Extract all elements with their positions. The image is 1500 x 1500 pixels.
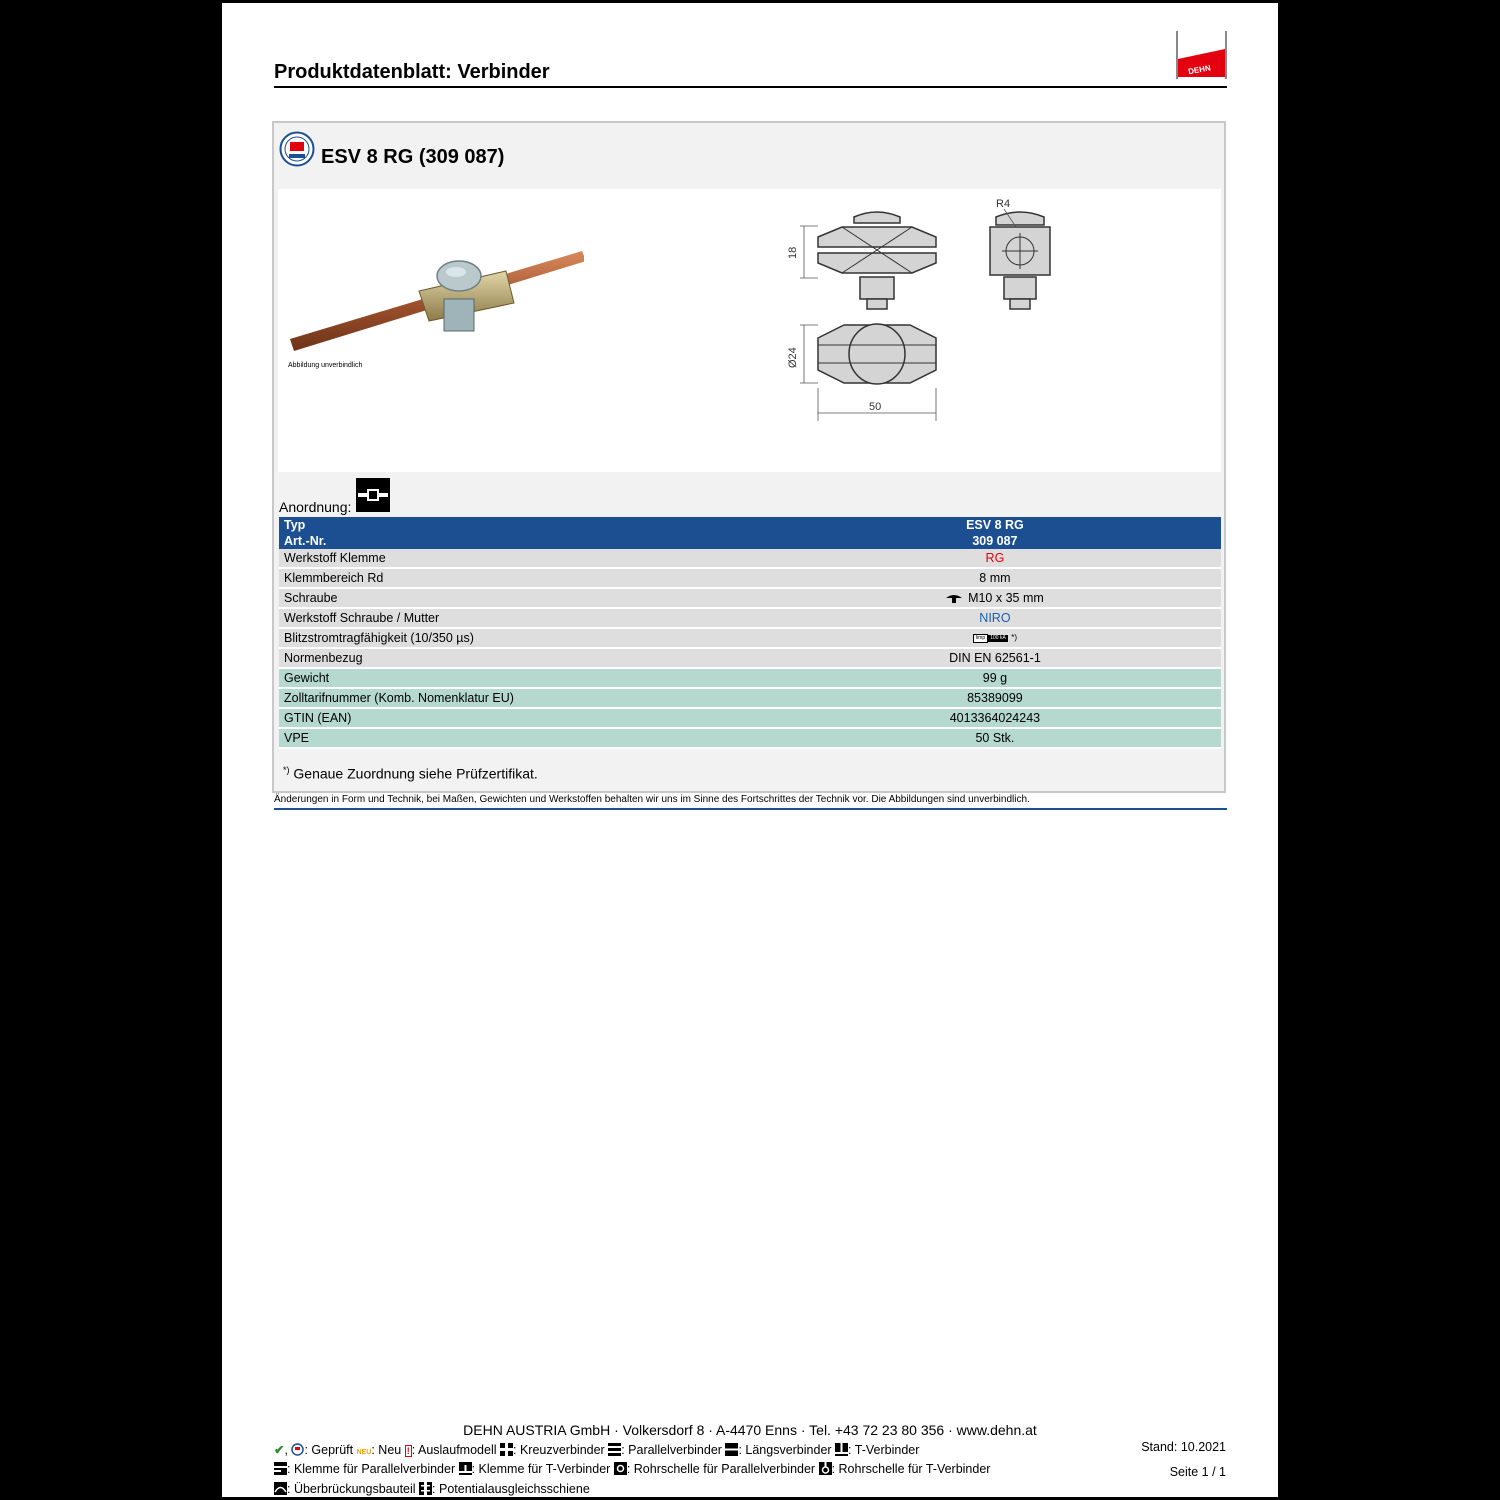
header-label: Art.-Nr. — [284, 534, 327, 548]
row-value: DIN EN 62561-1 — [769, 648, 1221, 668]
table-row — [279, 648, 1221, 668]
row-value: RG — [769, 549, 1221, 568]
cross-connector-icon — [500, 1443, 513, 1456]
svg-text:DEHN: DEHN — [1187, 63, 1212, 77]
legend-line-1 — [274, 1442, 919, 1457]
legend-klemme-t: : Klemme für T-Verbinder — [471, 1462, 611, 1476]
row-value: M10 x 35 mm — [968, 591, 1044, 605]
row-value: NIRO — [769, 608, 1221, 628]
footnote-marker: *) — [1011, 633, 1018, 642]
legend-laengs: : Längsverbinder — [738, 1443, 832, 1457]
table-row — [279, 549, 1221, 568]
title-divider — [274, 86, 1227, 88]
legend-auslauf: : Auslaufmodell — [411, 1443, 497, 1457]
legend-kreuz: : Kreuzverbinder — [513, 1443, 605, 1457]
dim-radius: R4 — [996, 198, 1011, 210]
legend-potential: : Potentialausgleichsschiene — [432, 1482, 590, 1496]
legend-rohr-parallel: : Rohrschelle für Parallelverbinder — [626, 1462, 816, 1476]
iimp-label: Iimp — [973, 634, 988, 643]
dehn-logo — [1176, 31, 1227, 79]
row-label: Zolltarifnummer (Komb. Nomenklatur EU) — [279, 688, 769, 708]
table-row — [279, 568, 1221, 588]
product-name: ESV 8 RG (309 087) — [321, 146, 505, 168]
parallel-clamp-icon — [274, 1462, 287, 1475]
header-value: ESV 8 RG — [966, 518, 1024, 532]
row-value: 8 mm — [769, 568, 1221, 588]
table-row — [279, 728, 1221, 748]
row-label: Werkstoff Schraube / Mutter — [279, 608, 769, 628]
row-label: Normenbezug — [279, 648, 769, 668]
tested-badge-icon — [279, 131, 315, 167]
row-value: 50 Stk. — [769, 728, 1221, 748]
row-label: Werkstoff Klemme — [279, 549, 769, 568]
table-row — [279, 588, 1221, 608]
pipe-clamp-t-icon — [819, 1462, 832, 1475]
datasheet-page — [222, 3, 1278, 1497]
t-connector-icon — [835, 1443, 848, 1456]
technical-drawing — [772, 193, 1052, 428]
page-number: Seite 1 / 1 — [1169, 1465, 1226, 1479]
table-row — [279, 688, 1221, 708]
row-value-cell — [769, 588, 1221, 608]
document-title: Produktdatenblatt: Verbinder — [274, 61, 550, 83]
legend-rohr-t: : Rohrschelle für T-Verbinder — [831, 1462, 991, 1476]
legend-line-3 — [274, 1482, 590, 1496]
legend-parallel: : Parallelverbinder — [621, 1443, 722, 1457]
row-label: Schraube — [279, 588, 769, 608]
row-value-cell — [769, 628, 1221, 648]
disclaimer: Änderungen in Form und Technik, bei Maßen, Gewichten und Werkstoffen behalten wir uns im Sinne des Fortschrittes der Technik vor. Die Abbildungen sind unverbindlich. — [274, 794, 1030, 805]
legend-line-2 — [274, 1462, 990, 1476]
dim-diameter: Ø24 — [787, 347, 799, 368]
table-row — [279, 608, 1221, 628]
footnote — [283, 765, 538, 782]
row-label: VPE — [279, 728, 769, 748]
t-clamp-icon — [459, 1462, 472, 1475]
ka-value: 100 kA — [990, 635, 1006, 642]
parallel-connector-icon — [608, 1443, 621, 1456]
header-label: Typ — [284, 518, 306, 532]
legend-klemme-parallel: : Klemme für Parallelverbinder — [287, 1462, 456, 1476]
legend-neu: : Neu — [371, 1443, 402, 1457]
photo-caption: Abbildung unverbindlich — [288, 362, 363, 369]
row-label: Klemmbereich Rd — [279, 568, 769, 588]
longitudinal-connector-icon — [725, 1443, 738, 1456]
company-address: DEHN AUSTRIA GmbH · Volkersdorf 8 · A-4470 Enns · Tel. +43 72 23 80 356 · www.dehn.at — [463, 1422, 1037, 1438]
product-photo — [284, 241, 584, 361]
table-row — [279, 628, 1221, 648]
bridging-component-icon — [274, 1482, 287, 1495]
arrangement-label: Anordnung: — [279, 499, 352, 515]
legend-ueberbrueckung: : Überbrückungsbauteil — [287, 1482, 416, 1496]
pipe-clamp-parallel-icon — [614, 1462, 627, 1475]
new-icon: NEU — [356, 1449, 372, 1456]
table-header-row — [279, 533, 1221, 549]
header-value: 309 087 — [972, 534, 1018, 548]
row-label: Gewicht — [279, 668, 769, 688]
equipotential-bar-icon — [419, 1482, 432, 1495]
legend-separator: , — [284, 1443, 288, 1457]
screw-head-icon — [946, 594, 962, 603]
row-value: 85389099 — [769, 688, 1221, 708]
tested-badge-icon — [291, 1443, 304, 1456]
row-label: Blitzstromtragfähigkeit (10/350 µs) — [279, 628, 769, 648]
checkmark-icon: ✔ — [274, 1443, 285, 1457]
dim-length: 50 — [869, 401, 882, 413]
dim-height: 18 — [787, 246, 799, 259]
revision-date: Stand: 10.2021 — [1141, 1440, 1226, 1454]
row-label: GTIN (EAN) — [279, 708, 769, 728]
legend-gepruft: : Geprüft — [304, 1443, 354, 1457]
lightning-current-badge — [973, 634, 1008, 643]
row-value: 4013364024243 — [769, 708, 1221, 728]
table-header-row — [279, 517, 1221, 533]
content-end-divider — [274, 808, 1227, 810]
footnote-text: Genaue Zuordnung siehe Prüfzertifikat. — [293, 765, 538, 782]
discontinued-icon: ! — [406, 1446, 410, 1456]
spec-table — [279, 517, 1221, 749]
table-row — [279, 708, 1221, 728]
table-row — [279, 668, 1221, 688]
footnote-mark: *) — [283, 765, 290, 775]
longitudinal-connector-icon — [356, 478, 390, 512]
row-value: 99 g — [769, 668, 1221, 688]
legend-t: : T-Verbinder — [848, 1443, 920, 1457]
